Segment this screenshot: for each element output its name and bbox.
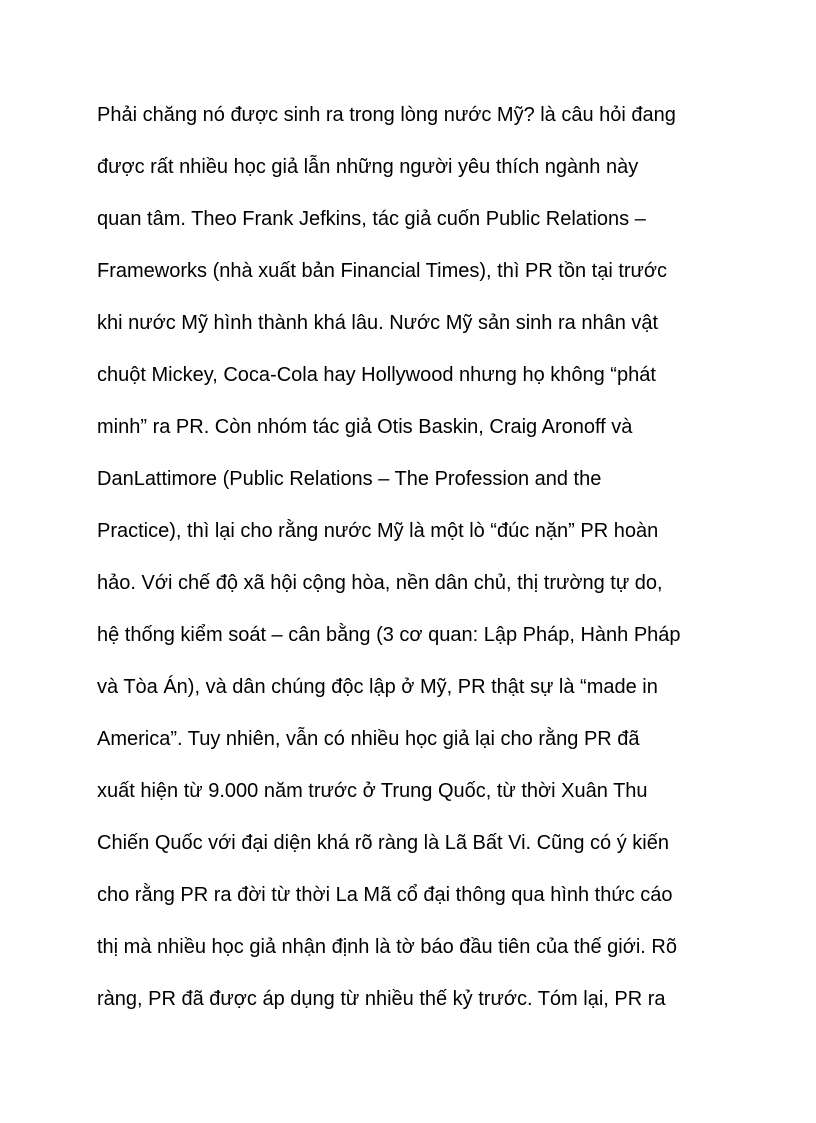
- text-line-9: Practice), thì lại cho rằng nước Mỹ là một lò “đúc nặn” PR hoàn: [97, 520, 659, 542]
- text-line-17: thị mà nhiều học giả nhận định là tờ báo đầu tiên của thế giới. Rõ: [97, 936, 677, 958]
- text-line-2: được rất nhiều học giả lẫn những người yêu thích ngành này: [97, 156, 639, 178]
- text-line-11: hệ thống kiểm soát – cân bằng (3 cơ quan: Lập Pháp, Hành Pháp: [97, 624, 681, 646]
- text-line-8: DanLattimore (Public Relations – The Profession and the: [97, 468, 602, 490]
- text-line-10: hảo. Với chế độ xã hội cộng hòa, nền dân chủ, thị trường tự do,: [97, 572, 663, 594]
- text-line-13: America”. Tuy nhiên, vẫn có nhiều học giả lại cho rằng PR đã: [97, 728, 640, 750]
- text-line-12: và Tòa Án), và dân chúng độc lập ở Mỹ, PR thật sự là “made in: [97, 676, 658, 698]
- body-paragraph: [97, 96, 737, 1032]
- text-line-18: ràng, PR đã được áp dụng từ nhiều thế kỷ trước. Tóm lại, PR ra: [97, 988, 666, 1010]
- text-line-15: Chiến Quốc với đại diện khá rõ ràng là Lã Bất Vi. Cũng có ý kiến: [97, 832, 669, 854]
- text-line-14: xuất hiện từ 9.000 năm trước ở Trung Quốc, từ thời Xuân Thu: [97, 780, 648, 802]
- text-line-16: cho rằng PR ra đời từ thời La Mã cổ đại thông qua hình thức cáo: [97, 884, 673, 906]
- text-line-4: Frameworks (nhà xuất bản Financial Times), thì PR tồn tại trước: [97, 260, 668, 282]
- text-line-6: chuột Mickey, Coca-Cola hay Hollywood nhưng họ không “phát: [97, 364, 656, 386]
- text-line-1: Phải chăng nó được sinh ra trong lòng nước Mỹ? là câu hỏi đang: [97, 104, 676, 126]
- text-line-7: minh” ra PR. Còn nhóm tác giả Otis Baskin, Craig Aronoff và: [97, 416, 633, 438]
- text-line-5: khi nước Mỹ hình thành khá lâu. Nước Mỹ sản sinh ra nhân vật: [97, 312, 659, 334]
- text-line-3: quan tâm. Theo Frank Jefkins, tác giả cuốn Public Relations –: [97, 208, 646, 230]
